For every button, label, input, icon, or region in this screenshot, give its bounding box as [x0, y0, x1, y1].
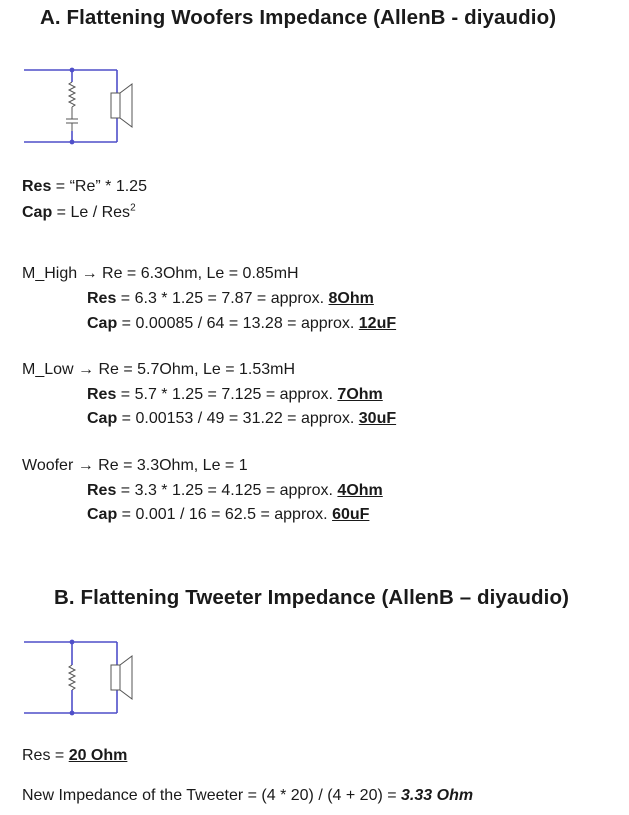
tweeter-res: Res = 20 Ohm — [22, 747, 128, 764]
driver-m-low-res: Res = 5.7 * 1.25 = 7.125 = approx. 7Ohm — [87, 386, 383, 403]
section-a-heading: A. Flattening Woofers Impedance (AllenB - diyaudio) — [40, 6, 557, 29]
formula-cap: Cap = Le / Res$^2$ — [22, 202, 136, 221]
driver-m-high-cap: Cap = 0.00085 / 64 = 13.28 = approx. 12uF — [87, 315, 397, 332]
driver-woofer-res: Res = 3.3 * 1.25 = 4.125 = approx. 4Ohm — [87, 482, 383, 499]
formula-res: Res = “Re” * 1.25 — [22, 178, 147, 195]
driver-m-low-cap: Cap = 0.00153 / 49 = 31.22 = approx. 30uF — [87, 410, 397, 427]
section-b-heading: B. Flattening Tweeter Impedance (AllenB – diyaudio) — [54, 586, 570, 609]
tweeter-new-impedance: New Impedance of the Tweeter = (4 * 20) / (4 + 20) = 3.33 Ohm — [22, 787, 474, 804]
driver-m-high-res: Res = 6.3 * 1.25 = 7.87 = approx. 8Ohm — [87, 290, 374, 307]
driver-m-high-header: M_High → Re = 6.3Ohm, Le = 0.85mH — [22, 265, 299, 282]
driver-m-low-header: M_Low → Re = 5.7Ohm, Le = 1.53mH — [22, 361, 296, 378]
driver-woofer-cap: Cap = 0.001 / 16 = 62.5 = approx. 60uF — [87, 506, 370, 523]
driver-woofer-header: Woofer → Re = 3.3Ohm, Le = 1 — [22, 457, 248, 474]
